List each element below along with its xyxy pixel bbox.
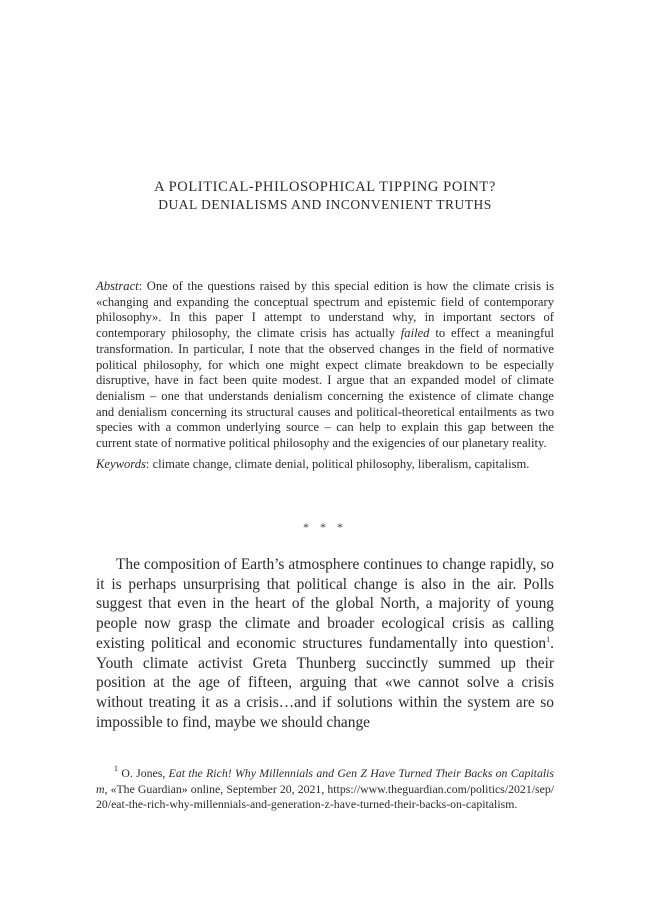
body-text-1: The composition of Earth’s atmosphere continues to change rapidly, so it is perhaps unsurprising that political change is also in the air. Polls suggest that even in the heart of the global North, a majority of young people now grasp the climate and broader ecological crisis as calling existing political and economic structures fundamentally into question [96, 556, 554, 652]
abstract-emphasis: failed [400, 326, 430, 341]
section-separator: * * * [303, 520, 347, 534]
abstract-text-2: to effect a meaningful transformation. In particular, I note that the observed changes in the field of normative political philosophy, for which one might expect climate breakdown to be especially disruptive, have in fact been quite modest. I argue that an expanded model of climate denialism – one that understands denialism concerning the existence of climate change and denialism concerning its structural causes and political-theoretical entailments as two species with a common underlying source – can help to explain this gap between the current state of normative political philosophy and the exigencies of our planetary reality. [96, 326, 555, 451]
footnote-number: 1 [114, 764, 118, 773]
abstract-paragraph [96, 279, 554, 452]
keywords-paragraph [96, 457, 554, 473]
footnote-reference[interactable]: 1 [546, 634, 551, 644]
footnote-paragraph [96, 766, 554, 813]
keywords-text: : climate change, climate denial, political philosophy, liberalism, capitalism. [145, 456, 530, 471]
footnote-title: Eat the Rich! Why Millennials and Gen Z Have Turned Their Backs on Capitalism [96, 766, 555, 796]
abstract-label: Abstract [96, 279, 139, 293]
footnote-source: , «The Guardian» online, September 20, 2021, https://www.theguardian.com/politics/2021/sep/20/eat-the-rich-why-millennials-and-generation-z-have-turned-their-backs-on-capitalism. [96, 781, 554, 812]
abstract-block [96, 279, 554, 472]
footnote [96, 766, 554, 813]
body-paragraph [96, 555, 554, 732]
abstract-text-1: : One of the questions raised by this special edition is how the climate crisis is «changing and expanding the conceptual spectrum and epistemic field of contemporary philosophy». In this paper I attempt to understand why, in important sectors of contemporary philosophy, the climate crisis has actually [96, 279, 554, 341]
body-text-2: . Youth climate activist Greta Thunberg succinctly summed up their position at the age of fifteen, arguing that «we cannot solve a crisis without treating it as a crisis…and if solutions within the system are so impossible to find, maybe we should change [96, 634, 554, 731]
title-line-2: DUAL DENIALISMS AND INCONVENIENT TRUTHS [158, 197, 492, 212]
body-text [96, 555, 554, 732]
keywords-label: Keywords [96, 456, 146, 471]
article-title [0, 178, 650, 214]
footnote-author: O. Jones, [118, 766, 169, 780]
title-line-1: A POLITICAL-PHILOSOPHICAL TIPPING POINT? [154, 179, 496, 195]
